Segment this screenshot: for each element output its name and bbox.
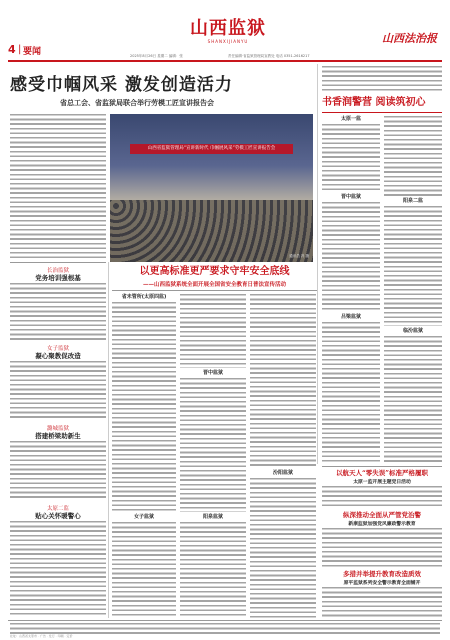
photo-audience bbox=[110, 200, 313, 262]
middle-text-1 bbox=[112, 302, 176, 512]
right-col-divider bbox=[317, 64, 318, 464]
brief-text-1 bbox=[10, 283, 106, 341]
middle-label-4: 阳泉监狱 bbox=[202, 514, 223, 520]
right-label-2: 晋中监狱 bbox=[340, 194, 361, 200]
brief-unit-1: 长治监狱 bbox=[46, 268, 69, 274]
middle-subheadline: ——山西监狱系统全面开展全国省安全教育日普法宣传活动 bbox=[142, 282, 286, 288]
masthead-title: 山西监狱 bbox=[190, 18, 266, 39]
brief-text-2 bbox=[10, 361, 106, 421]
brief-title-2: 凝心聚教促改造 bbox=[35, 352, 81, 360]
issue-line: 2025年8月26日 星期二 编辑：张 bbox=[130, 54, 183, 58]
right-stories-top-rule bbox=[322, 466, 442, 467]
middle-headline: 以更高标准更严要求守牢安全底线 bbox=[139, 266, 290, 277]
brief-text-3 bbox=[10, 441, 106, 501]
left-briefs-top-rule bbox=[10, 262, 106, 263]
right-text-5 bbox=[384, 206, 442, 326]
footer-line: 社址：山西省太原市 · 广告 · 发行 · 印刷 · 定价 bbox=[10, 634, 73, 638]
middle-label-2: 女子监狱 bbox=[133, 514, 154, 520]
footer-fine-print bbox=[10, 623, 440, 634]
footer-rule bbox=[8, 620, 442, 621]
info-line: 责任编辑·省监狱管理局宣教处 电话 0351-2616217 bbox=[228, 54, 310, 58]
brief-title-3: 搭建桥梁助新生 bbox=[35, 432, 81, 440]
middle-title-rule bbox=[112, 290, 317, 291]
right-story-3-title: 多措并举提升教育改造质效 bbox=[343, 570, 421, 578]
middle-text-6 bbox=[250, 294, 316, 468]
lead-subheadline: 省总工会、省监狱局联合举行劳模工匠宣讲报告会 bbox=[60, 98, 214, 107]
right-col-title: 书香润警营 阅读筑初心 bbox=[322, 97, 426, 108]
page-section-divider: | bbox=[18, 44, 22, 55]
right-story-3-subtitle: 原平监狱系列安全警示教育全面铺开 bbox=[343, 581, 421, 586]
brief-unit-3: 潞城监狱 bbox=[46, 426, 69, 432]
masthead-rule bbox=[8, 60, 442, 62]
lead-body-col2 bbox=[10, 252, 106, 258]
right-story-2-subtitle: 新康监狱加强党风廉政警示教育 bbox=[348, 522, 416, 527]
right-story-2-text bbox=[322, 528, 442, 568]
brief-title-1: 党务培训强根基 bbox=[35, 274, 81, 282]
right-story-2-title: 纵深推动全面从严管党治警 bbox=[343, 511, 421, 519]
right-label-4: 阳泉二监 bbox=[402, 198, 423, 204]
right-text-1 bbox=[322, 124, 380, 192]
middle-label-1: 省未管所(太原四监) bbox=[121, 294, 167, 300]
photo-credit: 通讯员 冯 摄 bbox=[289, 254, 309, 258]
lead-headline: 感受巾帼风采 激发创造活力 bbox=[10, 75, 233, 95]
middle-text-7 bbox=[250, 478, 316, 618]
right-story-3-text bbox=[322, 587, 442, 617]
right-story-1-subtitle: 太原一监开展主题党日活动 bbox=[353, 480, 411, 485]
middle-label-5: 汾阳监狱 bbox=[272, 470, 293, 476]
page-section: 要闻 bbox=[23, 47, 42, 57]
brief-text-4 bbox=[10, 521, 106, 617]
right-story-1-title: 以航天人“零失误”标准严格履职 bbox=[336, 469, 428, 477]
right-text-2 bbox=[322, 202, 380, 312]
lead-body-col1 bbox=[10, 114, 106, 250]
middle-label-3: 晋中监狱 bbox=[202, 370, 223, 376]
brief-unit-2: 女子监狱 bbox=[46, 346, 69, 352]
brand-logo: 山西法治报 bbox=[382, 32, 437, 45]
middle-text-2 bbox=[112, 522, 176, 618]
left-col-divider bbox=[108, 262, 109, 618]
right-text-6 bbox=[384, 336, 442, 462]
right-col-intro bbox=[322, 66, 442, 92]
brief-title-4: 贴心关怀暖警心 bbox=[35, 512, 81, 520]
right-text-4 bbox=[384, 116, 442, 196]
right-label-1: 太原一监 bbox=[340, 116, 361, 122]
right-label-5: 临汾监狱 bbox=[402, 328, 423, 334]
page-number: 4 bbox=[8, 43, 16, 56]
right-title-rule bbox=[322, 112, 442, 113]
masthead-pinyin: SHANXIJIANYU bbox=[207, 39, 249, 44]
middle-text-5 bbox=[180, 522, 246, 618]
brief-unit-4: 太原二监 bbox=[46, 506, 69, 512]
middle-text-3 bbox=[180, 294, 246, 368]
middle-text-4 bbox=[180, 378, 246, 512]
right-story-1-text bbox=[322, 486, 442, 508]
right-text-3 bbox=[322, 322, 380, 462]
photo-banner: 山西省监狱管理局“宣讲新时代 巾帼展风采”劳模工匠宣讲报告会 bbox=[130, 144, 292, 154]
right-label-3: 吕梁监狱 bbox=[340, 314, 361, 320]
lead-photo bbox=[110, 114, 313, 262]
